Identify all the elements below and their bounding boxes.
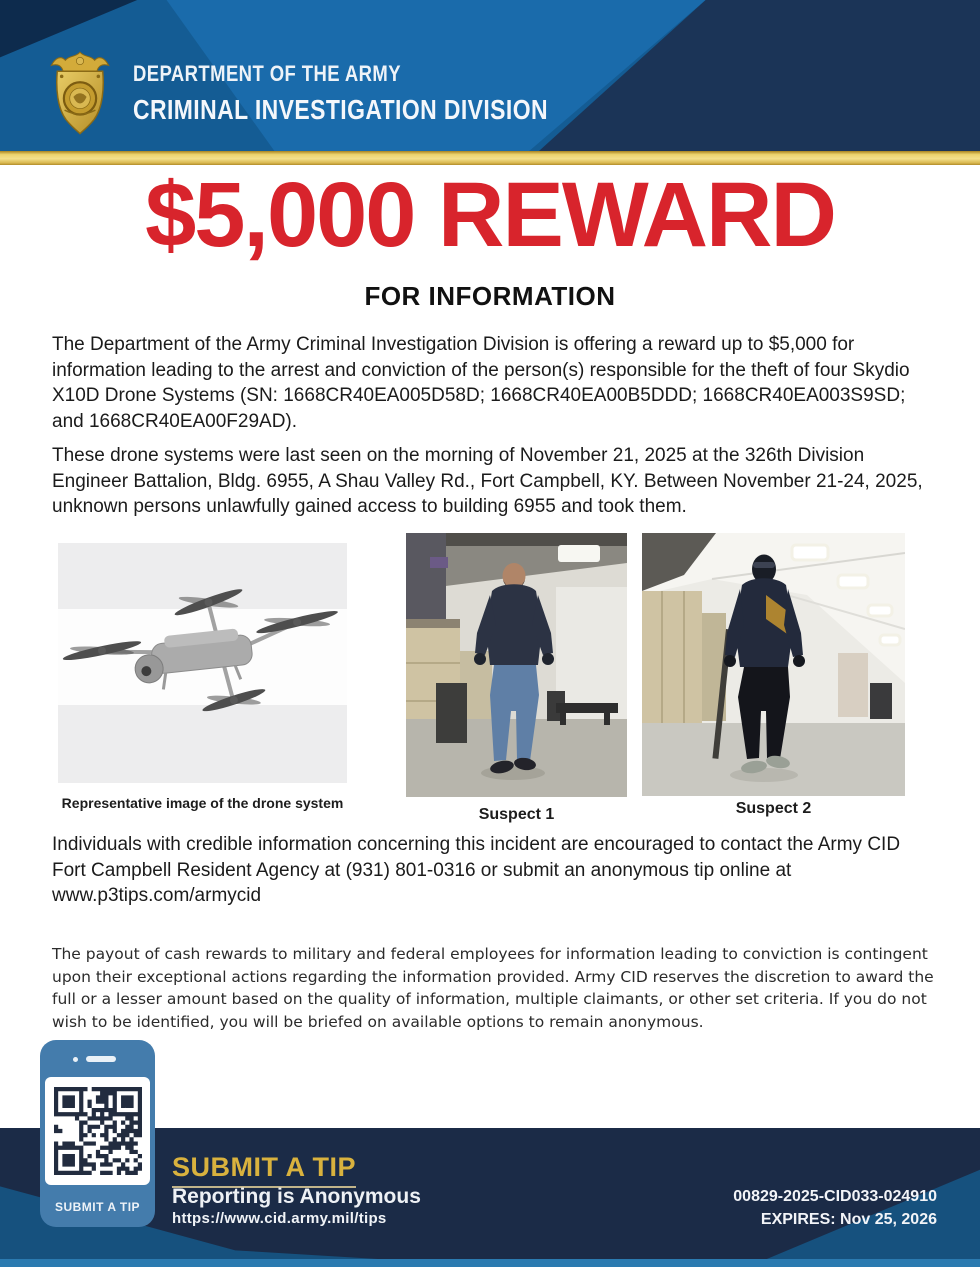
incident-paragraph: These drone systems were last seen on the morning of November 21, 2025 at the 326th Division Engineer Battalion, Bldg. 6955, A Shau Valley Rd., Fort Campbell, KY. Between November 21-24, 2025, unknown persons unlawfully gained access to building 6955 and took them. [52, 445, 923, 517]
reward-subtitle: FOR INFORMATION [364, 281, 616, 311]
department-title: DEPARTMENT OF THE ARMY [133, 61, 401, 86]
contact-paragraph: Individuals with credible information concerning this incident are encouraged to contact the Army CID Fort Campbell Resident Agency at (931) 801-0316 or submit an anonymous tip online at www.p3tips.com/armycid [52, 834, 901, 906]
reward-amount-title: $5,000 REWARD [145, 164, 835, 266]
case-info-block [733, 1188, 937, 1229]
qr-code-icon [54, 1087, 142, 1175]
submit-a-tip-heading: SUBMIT A TIP [172, 1152, 356, 1188]
phone-screen [45, 1077, 150, 1185]
intro-paragraph: The Department of the Army Criminal Investigation Division is offering a reward up to $5,000 for information leading to the arrest and conviction of the person(s) responsible for the theft of four Skydio X10D Drone Systems (SN: 1668CR40EA005D58D; 1668CR40EA00B5DDD; 1668CR40EA003S9SD; and 1668CR40EA00F29AD). [52, 334, 910, 432]
phone-speaker-dot [73, 1057, 78, 1062]
header-banner [0, 0, 980, 151]
footer-bottom-strip [0, 1259, 980, 1267]
phone-speaker-icon [86, 1056, 116, 1062]
suspect-1-caption: Suspect 1 [478, 806, 555, 823]
suspect-2-caption: Suspect 2 [735, 800, 812, 817]
qr-phone-graphic [40, 1040, 155, 1227]
drone-caption: Representative image of the drone system [61, 795, 344, 811]
disclaimer-paragraph: The payout of cash rewards to military and federal employees for information leading to conviction is contingent upon their exceptional actions regarding the information provided. Army CID reserves the discretion to award the full or a lesser amount based on the quality of information, multiple claimants, or other set criteria. If you do not wish to be identified, you will be briefed on available options to remain anonymous. [52, 945, 934, 1031]
case-number: 00829-2025-CID033-024910 [733, 1188, 937, 1205]
suspect-1-photo [406, 533, 627, 797]
expiration-date: EXPIRES: Nov 25, 2026 [760, 1211, 937, 1228]
tips-url: https://www.cid.army.mil/tips [172, 1210, 387, 1227]
suspect-2-photo [642, 533, 905, 796]
division-title: CRIMINAL INVESTIGATION DIVISION [133, 94, 548, 125]
reporting-anonymous-text: Reporting is Anonymous [172, 1185, 421, 1208]
cid-badge-icon [47, 40, 113, 148]
phone-submit-label: SUBMIT A TIP [54, 1200, 141, 1214]
drone-photo [58, 543, 347, 783]
header-titles [133, 61, 639, 126]
